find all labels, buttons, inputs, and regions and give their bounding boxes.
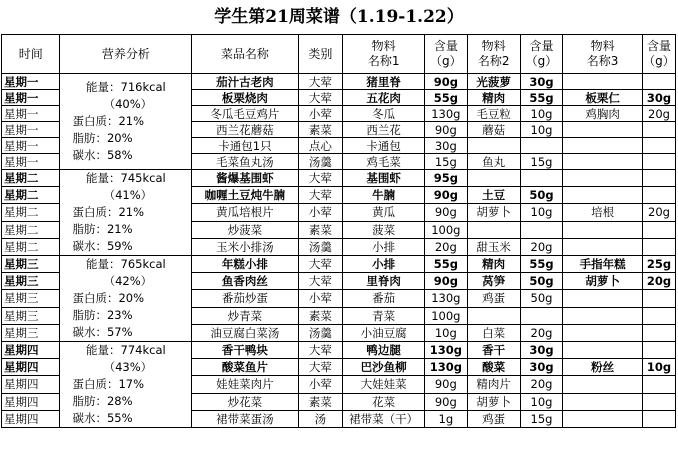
ingredient-3: 胡萝卜 <box>563 273 643 290</box>
quantity-3 <box>642 221 675 238</box>
quantity-1: 130g <box>425 359 468 376</box>
day-cell: 星期一 <box>2 154 60 170</box>
quantity-1: 90g <box>425 393 468 410</box>
category-cell: 大荤 <box>298 256 343 273</box>
day-cell: 星期一 <box>2 90 60 106</box>
category-cell: 汤羹 <box>298 238 343 255</box>
category-cell: 素菜 <box>298 122 343 138</box>
quantity-1: 130g <box>425 342 468 359</box>
page-title: 学生第21周菜谱（1.19-1.22） <box>214 7 464 27</box>
quantity-2: 10g <box>520 106 563 122</box>
quantity-1: 130g <box>425 290 468 307</box>
ingredient-2: 精肉片 <box>467 376 520 393</box>
day-cell: 星期三 <box>2 290 60 307</box>
day-cell: 星期三 <box>2 273 60 290</box>
category-cell: 汤羹 <box>298 154 343 170</box>
quantity-1: 90g <box>425 273 468 290</box>
dish-name: 裙带菜蛋汤 <box>192 410 298 427</box>
category-cell: 大荤 <box>298 170 343 187</box>
ingredient-3 <box>563 342 643 359</box>
quantity-2: 15g <box>520 410 563 427</box>
day-cell: 星期三 <box>2 324 60 341</box>
ingredient-3 <box>563 74 643 90</box>
ingredient-1: 鸭边腿 <box>343 342 425 359</box>
header-time: 时间 <box>2 35 60 74</box>
header-quantity-2: 含量 （g） <box>520 35 563 74</box>
energy-percent: （43%） <box>103 360 153 374</box>
day-cell: 星期二 <box>2 238 60 255</box>
quantity-2: 55g <box>520 256 563 273</box>
quantity-3: 20g <box>642 106 675 122</box>
quantity-1: 95g <box>425 170 468 187</box>
ingredient-3 <box>563 238 643 255</box>
ingredient-3 <box>563 138 643 154</box>
category-cell: 素菜 <box>298 221 343 238</box>
header-ingredient-1: 物料 名称1 <box>343 35 425 74</box>
ingredient-2: 白菜 <box>467 324 520 341</box>
ingredient-3 <box>563 393 643 410</box>
ingredient-3: 板栗仁 <box>563 90 643 106</box>
quantity-1: 90g <box>425 376 468 393</box>
category-cell: 大荤 <box>298 74 343 90</box>
quantity-3 <box>642 376 675 393</box>
energy-line: 能量：745kcal <box>86 171 166 185</box>
category-cell: 小荤 <box>298 204 343 221</box>
header-row <box>2 35 676 74</box>
header-quantity-3: 含量 （g） <box>642 35 675 74</box>
ingredient-1: 卡通包 <box>343 138 425 154</box>
ingredient-2: 精肉 <box>467 90 520 106</box>
category-cell: 大荤 <box>298 187 343 204</box>
quantity-1: 100g <box>425 307 468 324</box>
quantity-1: 20g <box>425 238 468 255</box>
quantity-2 <box>520 138 563 154</box>
carb-line: 碳水：58% <box>72 148 133 162</box>
ingredient-2: 莴笋 <box>467 273 520 290</box>
category-cell: 小荤 <box>298 376 343 393</box>
ingredient-2: 酸菜 <box>467 359 520 376</box>
category-cell: 汤羹 <box>298 324 343 341</box>
day-cell: 星期四 <box>2 410 60 427</box>
category-cell: 大荤 <box>298 273 343 290</box>
category-cell: 点心 <box>298 138 343 154</box>
header-dish: 菜品名称 <box>192 35 298 74</box>
quantity-2: 50g <box>520 187 563 204</box>
ingredient-1: 巴沙鱼柳 <box>343 359 425 376</box>
category-cell: 小荤 <box>298 290 343 307</box>
ingredient-2 <box>467 221 520 238</box>
ingredient-3 <box>563 170 643 187</box>
ingredient-3 <box>563 221 643 238</box>
ingredient-1: 里脊肉 <box>343 273 425 290</box>
quantity-3: 30g <box>642 90 675 106</box>
dish-name: 炒花菜 <box>192 393 298 410</box>
day-cell: 星期一 <box>2 74 60 90</box>
day-cell: 星期四 <box>2 393 60 410</box>
menu-row <box>2 342 676 359</box>
energy-line: 能量：716kcal <box>86 80 166 94</box>
carb-line: 碳水：57% <box>72 325 133 339</box>
fat-line: 脂肪：23% <box>72 308 133 322</box>
ingredient-3: 手指年糕 <box>563 256 643 273</box>
ingredient-1: 鸡毛菜 <box>343 154 425 170</box>
category-cell: 大荤 <box>298 342 343 359</box>
protein-line: 蛋白质：20% <box>72 291 145 305</box>
energy-line: 能量：774kcal <box>86 343 166 357</box>
ingredient-3: 鸡胸肉 <box>563 106 643 122</box>
quantity-3: 20g <box>642 204 675 221</box>
fat-line: 脂肪：28% <box>72 394 133 408</box>
quantity-1: 1g <box>425 410 468 427</box>
dish-name: 鱼香肉丝 <box>192 273 298 290</box>
fat-line: 脂肪：20% <box>72 131 133 145</box>
carb-line: 碳水：59% <box>72 239 133 253</box>
quantity-3 <box>642 342 675 359</box>
ingredient-2: 鸡蛋 <box>467 410 520 427</box>
day-cell: 星期一 <box>2 106 60 122</box>
category-cell: 素菜 <box>298 307 343 324</box>
ingredient-3 <box>563 324 643 341</box>
quantity-3 <box>642 307 675 324</box>
ingredient-1: 裙带菜（干） <box>343 410 425 427</box>
ingredient-3 <box>563 154 643 170</box>
quantity-1: 30g <box>425 138 468 154</box>
quantity-3 <box>642 154 675 170</box>
ingredient-2: 土豆 <box>467 187 520 204</box>
quantity-3 <box>642 187 675 204</box>
nutrition-cell <box>60 342 192 428</box>
ingredient-1: 猪里脊 <box>343 74 425 90</box>
ingredient-1: 花菜 <box>343 393 425 410</box>
ingredient-3: 培根 <box>563 204 643 221</box>
ingredient-3 <box>563 290 643 307</box>
quantity-1: 100g <box>425 221 468 238</box>
quantity-3 <box>642 138 675 154</box>
quantity-2: 10g <box>520 393 563 410</box>
ingredient-2: 胡萝卜 <box>467 393 520 410</box>
header-ingredient-2: 物料 名称2 <box>467 35 520 74</box>
dish-name: 茄汁古老肉 <box>192 74 298 90</box>
quantity-2: 20g <box>520 238 563 255</box>
quantity-2: 10g <box>520 204 563 221</box>
quantity-2: 30g <box>520 342 563 359</box>
quantity-3: 20g <box>642 273 675 290</box>
quantity-3 <box>642 238 675 255</box>
fat-line: 脂肪：21% <box>72 222 133 236</box>
quantity-1: 15g <box>425 154 468 170</box>
ingredient-3: 粉丝 <box>563 359 643 376</box>
dish-name: 玉米小排汤 <box>192 238 298 255</box>
quantity-2: 10g <box>520 122 563 138</box>
quantity-2: 20g <box>520 376 563 393</box>
quantity-1: 130g <box>425 106 468 122</box>
category-cell: 大荤 <box>298 90 343 106</box>
quantity-3 <box>642 290 675 307</box>
ingredient-1: 小排 <box>343 256 425 273</box>
dish-name: 炒菠菜 <box>192 221 298 238</box>
day-cell: 星期一 <box>2 122 60 138</box>
day-cell: 星期二 <box>2 204 60 221</box>
ingredient-1: 大娃娃菜 <box>343 376 425 393</box>
protein-line: 蛋白质：17% <box>72 377 145 391</box>
ingredient-3 <box>563 307 643 324</box>
quantity-2: 15g <box>520 154 563 170</box>
ingredient-2: 蘑菇 <box>467 122 520 138</box>
energy-line: 能量：765kcal <box>86 257 166 271</box>
quantity-1: 10g <box>425 324 468 341</box>
ingredient-2: 鱼丸 <box>467 154 520 170</box>
quantity-1: 55g <box>425 90 468 106</box>
day-cell: 星期二 <box>2 187 60 204</box>
dish-name: 娃娃菜肉片 <box>192 376 298 393</box>
dish-name: 炒青菜 <box>192 307 298 324</box>
ingredient-1: 小油豆腐 <box>343 324 425 341</box>
energy-percent: （40%） <box>103 97 153 111</box>
dish-name: 香干鸭块 <box>192 342 298 359</box>
dish-name: 酱爆基围虾 <box>192 170 298 187</box>
ingredient-1: 青菜 <box>343 307 425 324</box>
category-cell: 大荤 <box>298 359 343 376</box>
day-cell: 星期四 <box>2 376 60 393</box>
day-cell: 星期三 <box>2 307 60 324</box>
quantity-2 <box>520 307 563 324</box>
dish-name: 年糕小排 <box>192 256 298 273</box>
quantity-2: 50g <box>520 273 563 290</box>
ingredient-1: 黄瓜 <box>343 204 425 221</box>
nutrition-cell <box>60 170 192 256</box>
dish-name: 西兰花蘑菇 <box>192 122 298 138</box>
category-cell: 汤 <box>298 410 343 427</box>
ingredient-3 <box>563 187 643 204</box>
category-cell: 素菜 <box>298 393 343 410</box>
menu-row <box>2 256 676 273</box>
dish-name: 卡通包1只 <box>192 138 298 154</box>
protein-line: 蛋白质：21% <box>72 205 145 219</box>
day-cell: 星期三 <box>2 256 60 273</box>
quantity-2: 30g <box>520 74 563 90</box>
ingredient-3 <box>563 122 643 138</box>
quantity-3 <box>642 74 675 90</box>
ingredient-2: 光菠萝 <box>467 74 520 90</box>
dish-name: 板栗烧肉 <box>192 90 298 106</box>
menu-table <box>1 34 676 428</box>
quantity-1: 55g <box>425 256 468 273</box>
energy-percent: （42%） <box>103 274 153 288</box>
ingredient-2 <box>467 170 520 187</box>
ingredient-2: 甜玉米 <box>467 238 520 255</box>
quantity-3 <box>642 393 675 410</box>
day-cell: 星期一 <box>2 138 60 154</box>
quantity-1: 90g <box>425 122 468 138</box>
ingredient-3 <box>563 376 643 393</box>
ingredient-2: 胡萝卜 <box>467 204 520 221</box>
ingredient-2: 香干 <box>467 342 520 359</box>
category-cell: 小荤 <box>298 106 343 122</box>
ingredient-1: 菠菜 <box>343 221 425 238</box>
ingredient-2 <box>467 138 520 154</box>
quantity-2: 55g <box>520 90 563 106</box>
quantity-2 <box>520 170 563 187</box>
nutrition-cell <box>60 256 192 342</box>
header-category: 类别 <box>298 35 343 74</box>
ingredient-3 <box>563 410 643 427</box>
carb-line: 碳水：55% <box>72 411 133 425</box>
quantity-1: 90g <box>425 74 468 90</box>
quantity-2: 30g <box>520 359 563 376</box>
quantity-2: 20g <box>520 324 563 341</box>
header-nutrition: 营养分析 <box>60 35 192 74</box>
dish-name: 番茄炒蛋 <box>192 290 298 307</box>
header-quantity-1: 含量 （g） <box>425 35 468 74</box>
ingredient-1: 小排 <box>343 238 425 255</box>
ingredient-1: 冬瓜 <box>343 106 425 122</box>
quantity-2 <box>520 221 563 238</box>
day-cell: 星期二 <box>2 221 60 238</box>
dish-name: 咖喱土豆炖牛腩 <box>192 187 298 204</box>
quantity-3 <box>642 324 675 341</box>
ingredient-2: 毛豆粒 <box>467 106 520 122</box>
nutrition-cell <box>60 74 192 170</box>
quantity-2: 50g <box>520 290 563 307</box>
quantity-1: 90g <box>425 204 468 221</box>
dish-name: 油豆腐白菜汤 <box>192 324 298 341</box>
protein-line: 蛋白质：21% <box>72 114 145 128</box>
dish-name: 毛菜鱼丸汤 <box>192 154 298 170</box>
ingredient-2: 鸡蛋 <box>467 290 520 307</box>
quantity-1: 90g <box>425 187 468 204</box>
quantity-3: 10g <box>642 359 675 376</box>
dish-name: 酸菜鱼片 <box>192 359 298 376</box>
menu-row <box>2 74 676 90</box>
dish-name: 冬瓜毛豆鸡片 <box>192 106 298 122</box>
ingredient-1: 番茄 <box>343 290 425 307</box>
energy-percent: （41%） <box>103 188 153 202</box>
quantity-3: 25g <box>642 256 675 273</box>
quantity-3 <box>642 170 675 187</box>
menu-row <box>2 170 676 187</box>
day-cell: 星期四 <box>2 359 60 376</box>
quantity-3 <box>642 122 675 138</box>
header-ingredient-3: 物料 名称3 <box>563 35 643 74</box>
ingredient-2 <box>467 307 520 324</box>
ingredient-1: 五花肉 <box>343 90 425 106</box>
ingredient-2: 精肉 <box>467 256 520 273</box>
quantity-3 <box>642 410 675 427</box>
ingredient-1: 基围虾 <box>343 170 425 187</box>
day-cell: 星期四 <box>2 342 60 359</box>
day-cell: 星期二 <box>2 170 60 187</box>
ingredient-1: 西兰花 <box>343 122 425 138</box>
ingredient-1: 牛腩 <box>343 187 425 204</box>
dish-name: 黄瓜培根片 <box>192 204 298 221</box>
